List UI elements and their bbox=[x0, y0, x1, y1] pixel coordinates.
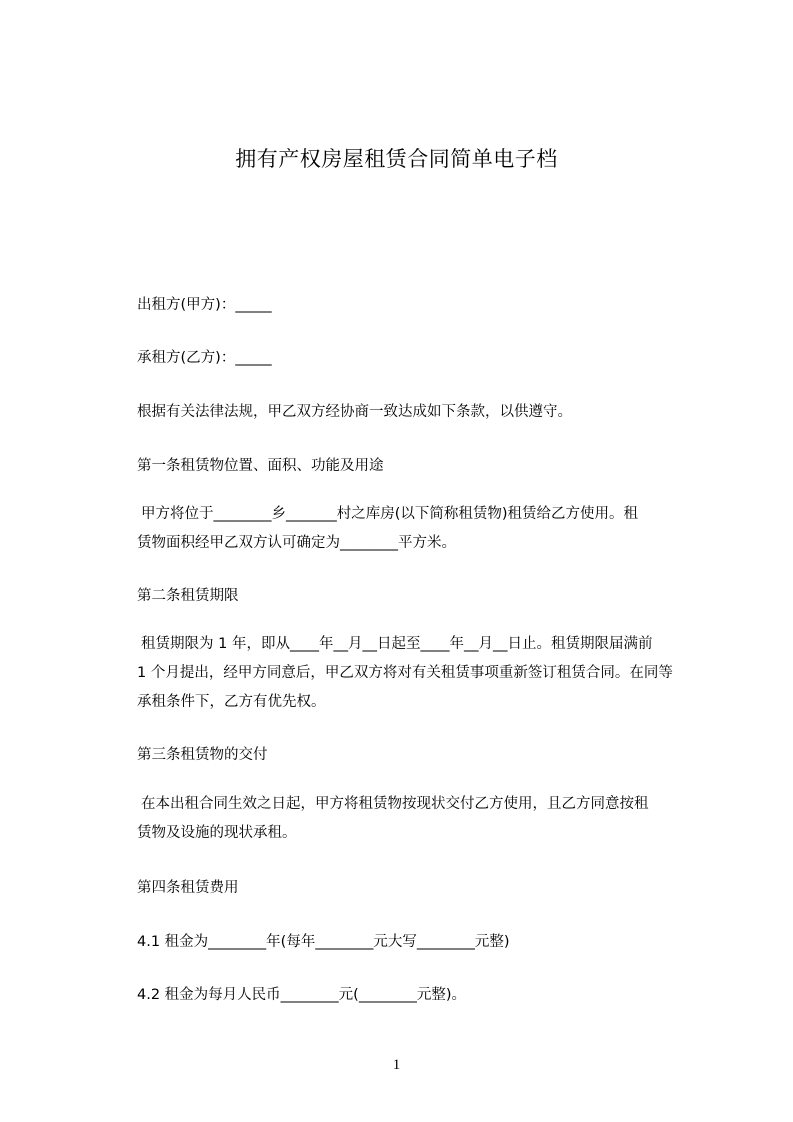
article3-line1: 在本出租合同生效之日起，甲方将租赁物按现状交付乙方使用，且乙方同意按租 bbox=[141, 796, 649, 812]
article2-line3: 承租条件下，乙方有优先权。 bbox=[137, 694, 326, 710]
preamble-text: 根据有关法律法规，甲乙双方经协商一致达成如下条款，以供遵守。 bbox=[137, 404, 572, 420]
article1-line1: 甲方将位于________乡_______村之库房(以下简称租赁物)租赁给乙方使用。租 bbox=[141, 506, 639, 522]
article4-item1: 4.1 租金为________年(每年________元大写________元整) bbox=[137, 934, 510, 950]
lessor-line: 出租方(甲方)：_____ bbox=[137, 297, 272, 313]
article3-paragraph bbox=[101, 790, 705, 848]
article2-line1: 租赁期限为 1 年，即从____年__月__日起至____年__月__日止。租赁期限届满前 bbox=[141, 636, 653, 652]
lessee-line: 承租方(乙方)：_____ bbox=[137, 350, 272, 366]
article4-item2: 4.2 租金为每月人民币________元(________元整)。 bbox=[137, 987, 466, 1003]
article2-heading: 第二条租赁期限 bbox=[137, 588, 239, 604]
article2-paragraph bbox=[101, 630, 705, 717]
article1-heading: 第一条租赁物位置、面积、功能及用途 bbox=[137, 458, 384, 474]
document-title: 拥有产权房屋租赁合同简单电子档 bbox=[235, 147, 558, 171]
article4-heading: 第四条租赁费用 bbox=[137, 880, 239, 896]
article3-heading: 第三条租赁物的交付 bbox=[137, 747, 268, 763]
page-number: 1 bbox=[392, 1057, 401, 1073]
article3-line2: 赁物及设施的现状承租。 bbox=[137, 825, 297, 841]
article1-paragraph bbox=[101, 500, 705, 558]
article1-line2: 赁物面积经甲乙双方认可确定为________平方米。 bbox=[137, 535, 456, 551]
article2-line2: 1 个月提出，经甲方同意后，甲乙双方将对有关租赁事项重新签订租赁合同。在同等 bbox=[137, 665, 673, 681]
